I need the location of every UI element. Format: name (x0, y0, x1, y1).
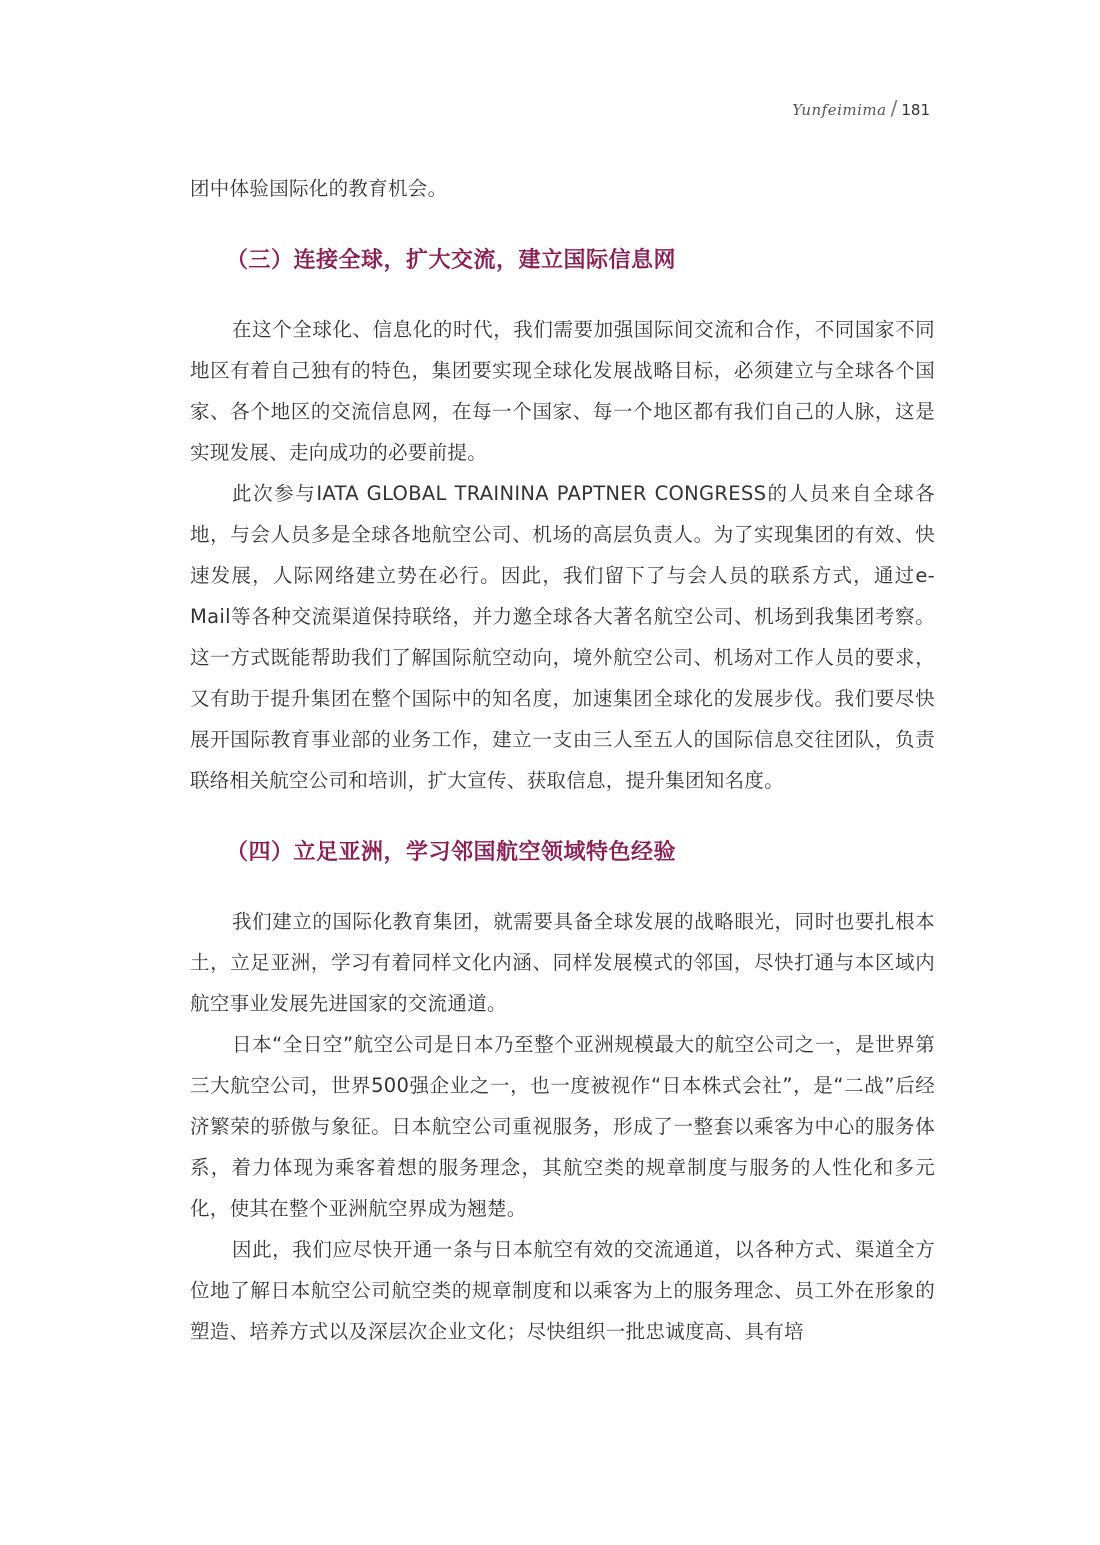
header-separator: / (890, 96, 898, 120)
section-heading-3: （三）连接全球，扩大交流，建立国际信息网 (226, 248, 677, 273)
page-body (190, 168, 935, 1352)
paragraph: 此次参与IATA GLOBAL TRAININA PAPTNER CONGRESS的人员来自全球各地，与会人员多是全球各地航空公司、机场的高层负责人。为了实现集团的有效、快速发展，人际网络建立势在必行。因此，我们留下了与会人员的联系方式，通过e-Mail等各种交流渠道保持联络，并力邀全球各大著名航空公司、机场到我集团考察。这一方式既能帮助我们了解国际航空动向，境外航空公司、机场对工作人员的要求，又有助于提升集团在整个国际中的知名度，加速集团全球化的发展步伐。我们要尽快展开国际教育事业部的业务工作，建立一支由三人至五人的国际信息交往团队，负责联络相关航空公司和培训，扩大宣传、获取信息，提升集团知名度。 (190, 482, 935, 792)
paragraph: 因此，我们应尽快开通一条与日本航空有效的交流通道，以各种方式、渠道全方位地了解日本航空公司航空类的规章制度和以乘客为上的服务理念、员工外在形象的塑造、培养方式以及深层次企业文化；尽快组织一批忠诚度高、具有培 (190, 1238, 935, 1343)
carryover-paragraph: 团中体验国际化的教育机会。 (190, 177, 448, 200)
running-header (792, 96, 930, 120)
section-heading-4: （四）立足亚洲，学习邻国航空领域特色经验 (226, 840, 677, 865)
paragraph: 在这个全球化、信息化的时代，我们需要加强国际间交流和合作，不同国家不同地区有着自己独有的特色，集团要实现全球化发展战略目标，必须建立与全球各个国家、各个地区的交流信息网，在每一个国家、每一个地区都有我们自己的人脉，这是实现发展、走向成功的必要前提。 (190, 318, 935, 464)
paragraph: 日本“全日空”航空公司是日本乃至整个亚洲规模最大的航空公司之一，是世界第三大航空公司，世界500强企业之一，也一度被视作“日本株式会社”，是“二战”后经济繁荣的骄傲与象征。日本航空公司重视服务，形成了一整套以乘客为中心的服务体系，着力体现为乘客着想的服务理念，其航空类的规章制度与服务的人性化和多元化，使其在整个亚洲航空界成为翘楚。 (190, 1033, 935, 1220)
page-number: 181 (901, 101, 930, 119)
paragraph: 我们建立的国际化教育集团，就需要具备全球发展的战略眼光，同时也要扎根本土，立足亚洲，学习有着同样文化内涵、同样发展模式的邻国，尽快打通与本区域内航空事业发展先进国家的交流通道。 (190, 910, 935, 1015)
book-title: Yunfeimima (792, 101, 887, 119)
